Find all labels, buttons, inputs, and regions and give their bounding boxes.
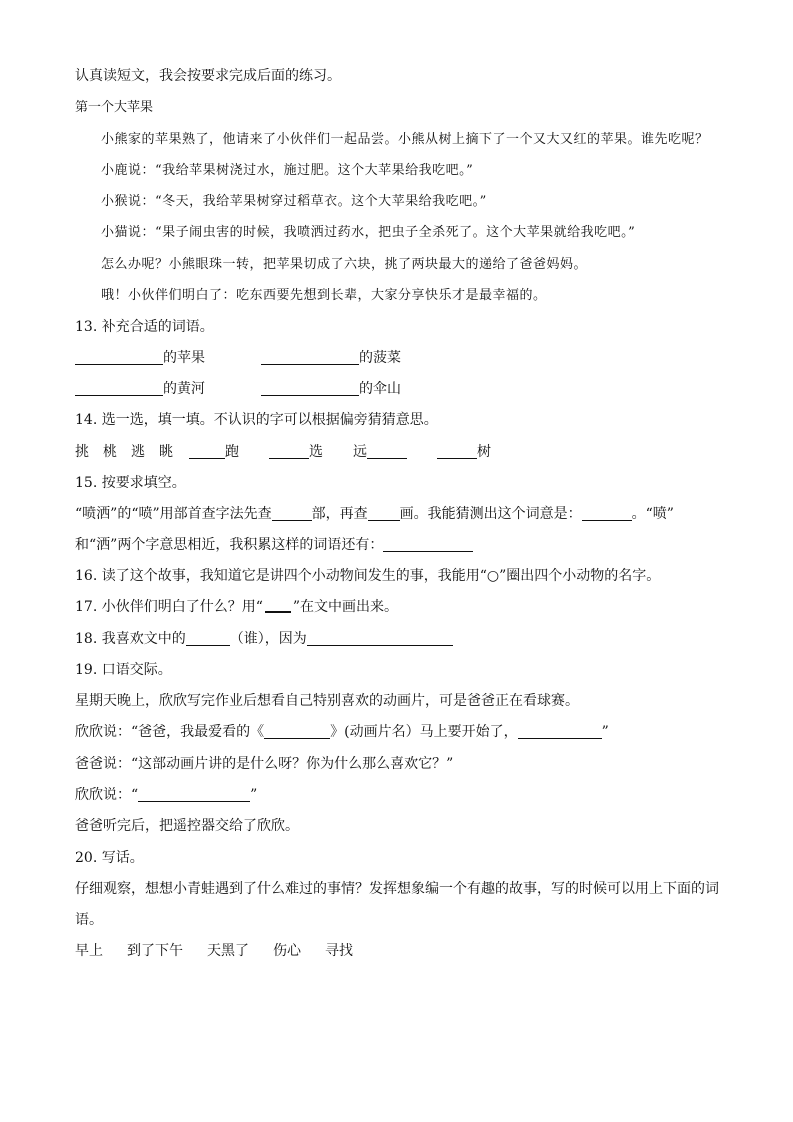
- question-20-title: 20. 写话。: [75, 850, 144, 866]
- question-17: 17. 小伙伴们明白了什么？用“ ”在文中画出来。: [75, 599, 399, 615]
- answer-blank[interactable]: [186, 631, 230, 646]
- story-paragraph: 怎么办呢？小熊眼珠一转，把苹果切成了六块，挑了两块最大的递给了爸爸妈妈。: [101, 257, 588, 272]
- question-19-line: 星期天晚上，欣欣写完作业后想看自己特别喜欢的动画片，可是爸爸正在看球赛。: [75, 693, 579, 709]
- question-15-line: 和“洒”两个字意思相近，我积累这样的词语还有：: [75, 535, 473, 555]
- answer-blank[interactable]: [261, 350, 359, 365]
- question-15-title: 15. 按要求填空。: [75, 475, 186, 491]
- story-paragraph: 小熊家的苹果熟了，他请来了小伙伴们一起品尝。小熊从树上摘下了一个又大又红的苹果。谁先吃呢？: [101, 132, 709, 147]
- answer-blank[interactable]: [272, 506, 312, 521]
- instruction: 认真读短文，我会按要求完成后面的练习。: [75, 68, 341, 84]
- underline-mark: [265, 598, 291, 613]
- choice-char: 挑: [75, 444, 89, 460]
- answer-blank[interactable]: [383, 537, 473, 552]
- word-item: 到了下午: [127, 943, 183, 959]
- question-19-line: 爸爸听完后，把遥控器交给了欣欣。: [75, 818, 299, 834]
- question-13-title: 13. 补充合适的词语。: [75, 319, 214, 335]
- word-item: 早上: [75, 943, 103, 959]
- story-paragraph: 小鹿说：“我给苹果树浇过水，施过肥。这个大苹果给我吃吧。”: [101, 163, 474, 178]
- answer-blank[interactable]: [75, 381, 163, 396]
- story-paragraph: 小猫说：“果子闹虫害的时候，我喷洒过药水，把虫子全杀死了。这个大苹果就给我吃吧。”: [101, 225, 636, 240]
- answer-blank[interactable]: [75, 350, 163, 365]
- story-paragraph: 小猴说：“冬天，我给苹果树穿过稻草衣。这个大苹果给我吃吧。”: [101, 194, 487, 209]
- answer-blank[interactable]: [261, 381, 359, 396]
- answer-blank[interactable]: [518, 724, 602, 739]
- choice-char: 桃: [103, 444, 117, 460]
- question-18: 18. 我喜欢文中的 （谁），因为: [75, 629, 453, 649]
- answer-blank[interactable]: [368, 506, 400, 521]
- answer-blank[interactable]: [138, 787, 250, 802]
- question-16: 16. 读了这个故事，我知道它是讲四个小动物间发生的事，我能用“○”圈出四个小动物的名字。: [75, 568, 661, 584]
- answer-blank[interactable]: [367, 444, 407, 459]
- answer-blank[interactable]: [269, 444, 309, 459]
- answer-blank[interactable]: [189, 444, 225, 459]
- question-14-row: 挑 桃 逃 眺 跑 选 远 树: [75, 444, 491, 460]
- question-13-row: 的黄河 的伞山: [75, 379, 401, 399]
- answer-blank[interactable]: [264, 724, 330, 739]
- choice-char: 眺: [159, 444, 173, 460]
- question-20-line: 仔细观察，想想小青蛙遇到了什么难过的事情？发挥想象编一个有趣的故事，写的时候可以用上下面的词: [75, 881, 719, 897]
- question-19-line: 欣欣说：“爸爸，我最爱看的《 》(动画片名）马上要开始了， ”: [75, 724, 609, 740]
- question-20-line: 语。: [75, 912, 103, 928]
- word-bank: [75, 941, 353, 961]
- word-item: 寻找: [325, 943, 353, 959]
- choice-char: 逃: [131, 444, 145, 460]
- question-19-title: 19. 口语交际。: [75, 662, 172, 678]
- word-item: 天黑了: [207, 943, 249, 959]
- story-title: 第一个大苹果: [75, 100, 154, 115]
- question-13-row: 的苹果 的菠菜: [75, 348, 401, 368]
- story-paragraph: 哦！小伙伴们明白了：吃东西要先想到长辈，大家分享快乐才是最幸福的。: [101, 288, 547, 303]
- answer-blank[interactable]: [307, 631, 453, 646]
- word-item: 伤心: [273, 943, 301, 959]
- question-15-line: “喷洒”的“喷”用部首查字法先查 部，再查 画。我能猜测出这个词意是： 。“喷”: [75, 506, 674, 522]
- answer-blank[interactable]: [582, 506, 632, 521]
- answer-blank[interactable]: [437, 444, 477, 459]
- question-19-line: 爸爸说：“这部动画片讲的是什么呀？你为什么那么喜欢它？”: [75, 756, 454, 772]
- question-19-line: 欣欣说：“ ”: [75, 787, 258, 803]
- question-14-title: 14. 选一选，填一填。不认识的字可以根据偏旁猜猜意思。: [75, 412, 438, 428]
